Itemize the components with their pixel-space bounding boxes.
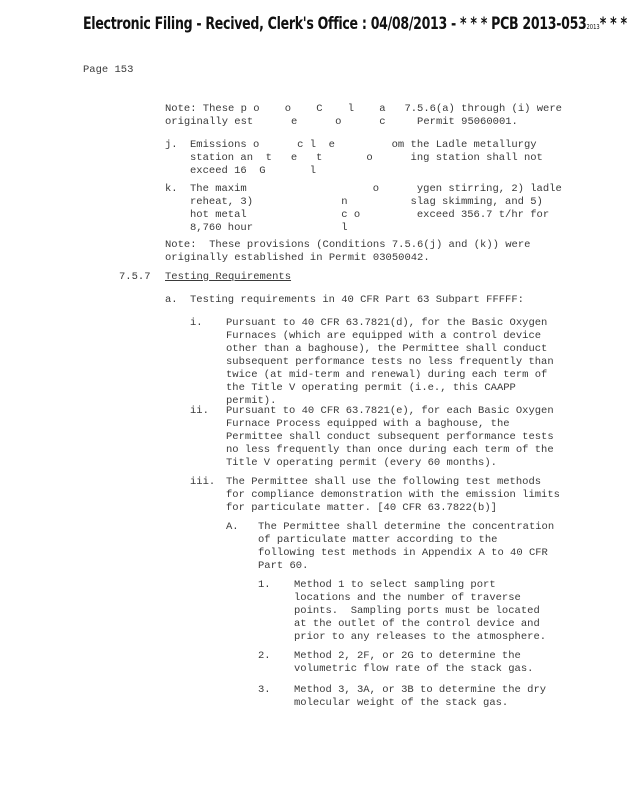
item-line: Furnaces (which are equipped with a control device — [226, 330, 542, 342]
filing-stamp-text: Electronic Filing - Recived, Clerk's Office : 04/08/2013 - * * * PCB 2013-053 — [83, 14, 587, 34]
item-line: station an t e t o ing station shall not — [190, 152, 543, 164]
item-line: the Title V operating permit (i.e., this CAAPP — [226, 382, 516, 394]
item-line: Testing requirements in 40 CFR Part 63 Subpart FFFFF: — [190, 294, 524, 306]
section-number: 7.5.7 — [119, 271, 151, 283]
item-line: hot metal c o exceed 356.7 t/hr for — [190, 209, 550, 221]
item-line: volumetric flow rate of the stack gas. — [294, 663, 534, 675]
item-marker: a. — [165, 294, 178, 306]
item-marker: k. — [165, 183, 178, 195]
item-line: of particulate matter according to the — [258, 534, 498, 546]
item-line: points. Sampling ports must be located — [294, 605, 540, 617]
item-line: Part 60. — [258, 560, 309, 572]
item-marker: 1. — [258, 579, 271, 591]
item-line: reheat, 3) n slag skimming, and 5) — [190, 196, 543, 208]
item-line: other than a baghouse), the Permittee shall conduct — [226, 343, 548, 355]
item-line: molecular weight of the stack gas. — [294, 697, 509, 709]
item-marker: 3. — [258, 684, 271, 696]
item-line: subsequent performance tests no less frequently than — [226, 356, 554, 368]
item-marker: iii. — [190, 476, 216, 488]
item-line: Emissions o c l e om the Ladle metallurgy — [190, 139, 537, 151]
page-label: Page 153 — [83, 64, 134, 76]
item-line: Title V operating permit (every 60 months). — [226, 457, 497, 469]
item-line: permit). — [226, 395, 277, 407]
item-line: exceed 16 G l — [190, 165, 317, 177]
item-line: Method 2, 2F, or 2G to determine the — [294, 650, 521, 662]
item-marker: ii. — [190, 405, 209, 417]
item-line: twice (at mid-term and renewal) during each term of — [226, 369, 548, 381]
note-line: originally established in Permit 03050042. — [165, 252, 430, 264]
item-line: Method 3, 3A, or 3B to determine the dry — [294, 684, 547, 696]
item-marker: A. — [226, 521, 239, 533]
item-line: no less frequently than once during each term of the — [226, 444, 554, 456]
item-line: The maxim o ygen stirring, 2) ladle — [190, 183, 562, 195]
section-title: Testing Requirements — [165, 271, 292, 283]
note-line: Note: These p o o C l a 7.5.6(a) through (i) were — [165, 103, 562, 115]
item-line: The Permittee shall use the following test methods — [226, 476, 542, 488]
item-line: Method 1 to select sampling port — [294, 579, 496, 591]
item-line: for particulate matter. [40 CFR 63.7822(b)] — [226, 502, 497, 514]
item-line: The Permittee shall determine the concentration — [258, 521, 555, 533]
note-line: Note: These provisions (Conditions 7.5.6(j) and (k)) were — [165, 239, 531, 251]
item-line: Permittee shall conduct subsequent performance tests — [226, 431, 554, 443]
filing-stamp-tiny: 2013 — [586, 23, 600, 31]
item-line: Pursuant to 40 CFR 63.7821(d), for the Basic Oxygen — [226, 317, 548, 329]
item-line: prior to any releases to the atmosphere. — [294, 631, 547, 643]
filing-stamp-suffix: * * * — [599, 14, 627, 34]
filing-stamp-header — [83, 14, 627, 34]
item-marker: j. — [165, 139, 178, 151]
item-marker: 2. — [258, 650, 271, 662]
item-line: locations and the number of traverse — [294, 592, 521, 604]
item-line: Pursuant to 40 CFR 63.7821(e), for each Basic Oxygen — [226, 405, 554, 417]
item-line: 8,760 hour l — [190, 222, 348, 234]
item-line: Furnace Process equipped with a baghouse, the — [226, 418, 510, 430]
item-marker: i. — [190, 317, 203, 329]
item-line: for compliance demonstration with the emission limits — [226, 489, 560, 501]
item-line: following test methods in Appendix A to 40 CFR — [258, 547, 548, 559]
note-line: originally est e o c Permit 95060001. — [165, 116, 518, 128]
item-line: at the outlet of the control device and — [294, 618, 540, 630]
